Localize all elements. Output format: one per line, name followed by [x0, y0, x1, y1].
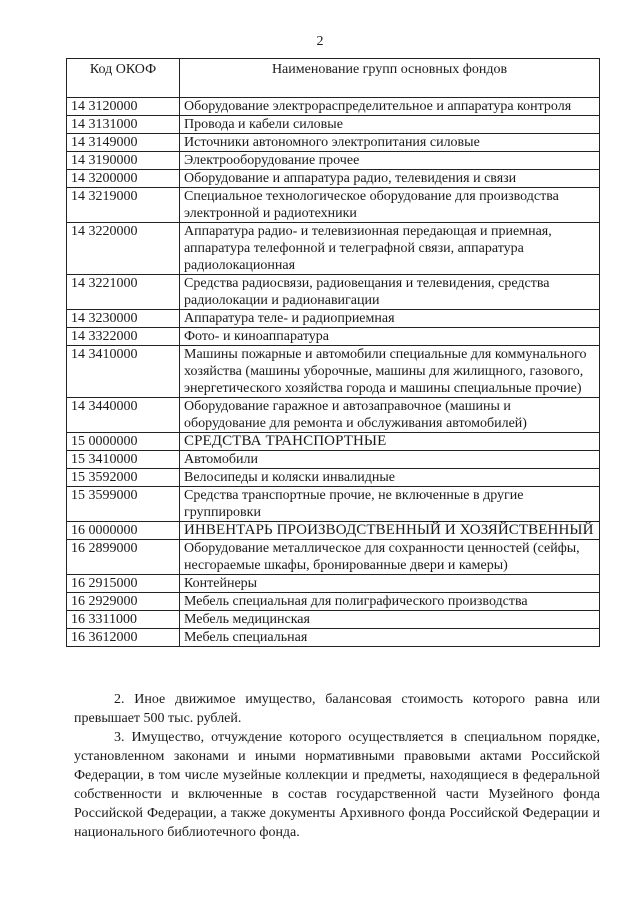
okof-code: 15 3410000 [67, 451, 180, 469]
okof-code: 16 3311000 [67, 611, 180, 629]
group-name: Оборудование гаражное и автозаправочное (машины и оборудование для ремонта и обслуживания автомобилей) [180, 398, 600, 433]
okof-code: 14 3221000 [67, 275, 180, 310]
table-row [67, 328, 600, 346]
group-name: Аппаратура радио- и телевизионная передающая и приемная, аппаратура телефонной и телеграфной связи, аппаратура радиолокационная [180, 223, 600, 275]
okof-code: 16 3612000 [67, 629, 180, 647]
group-name: Машины пожарные и автомобили специальные для коммунального хозяйства (машины уборочные, машины для жилищного, газового, энергетического хозяйства города и машины специальные прочие) [180, 346, 600, 398]
column-header-code: Код ОКОФ [67, 59, 180, 98]
okof-code: 14 3190000 [67, 152, 180, 170]
okof-code: 14 3219000 [67, 188, 180, 223]
group-name: Средства радиосвязи, радиовещания и телевидения, средства радиолокации и радионавигации [180, 275, 600, 310]
group-name: Контейнеры [180, 575, 600, 593]
table-row [67, 611, 600, 629]
table-row [67, 134, 600, 152]
table-row [67, 152, 600, 170]
group-name: Источники автономного электропитания силовые [180, 134, 600, 152]
table-row [67, 433, 600, 451]
okof-code: 15 3592000 [67, 469, 180, 487]
table-row [67, 629, 600, 647]
group-name: Автомобили [180, 451, 600, 469]
table-row [67, 522, 600, 540]
okof-code: 16 2929000 [67, 593, 180, 611]
group-name: Фото- и киноаппаратура [180, 328, 600, 346]
group-name: Мебель медицинская [180, 611, 600, 629]
group-name: ИНВЕНТАРЬ ПРОИЗВОДСТВЕННЫЙ И ХОЗЯЙСТВЕННЫЙ [180, 522, 600, 540]
group-name: Оборудование электрораспределительное и аппаратура контроля [180, 98, 600, 116]
table-row [67, 275, 600, 310]
column-header-name: Наименование групп основных фондов [180, 59, 600, 98]
table-row [67, 346, 600, 398]
okof-code: 14 3200000 [67, 170, 180, 188]
okof-code: 15 0000000 [67, 433, 180, 451]
okof-code: 14 3410000 [67, 346, 180, 398]
group-name: Провода и кабели силовые [180, 116, 600, 134]
table-row [67, 575, 600, 593]
table-row [67, 398, 600, 433]
okof-code: 14 3149000 [67, 134, 180, 152]
group-name: Оборудование металлическое для сохранности ценностей (сейфы, несгораемые шкафы, бронированные двери и камеры) [180, 540, 600, 575]
group-name: Средства транспортные прочие, не включенные в другие группировки [180, 487, 600, 522]
table-row [67, 223, 600, 275]
okof-code: 16 2899000 [67, 540, 180, 575]
group-name: Оборудование и аппаратура радио, телевидения и связи [180, 170, 600, 188]
table-row [67, 487, 600, 522]
table-row [67, 310, 600, 328]
okof-code: 16 0000000 [67, 522, 180, 540]
page-number: 2 [316, 34, 324, 49]
okof-code: 16 2915000 [67, 575, 180, 593]
table-header-row [67, 59, 600, 98]
group-name: Мебель специальная [180, 629, 600, 647]
group-name: Специальное технологическое оборудование для производства электронной и радиотехники [180, 188, 600, 223]
okof-code: 14 3120000 [67, 98, 180, 116]
group-name: Велосипеды и коляски инвалидные [180, 469, 600, 487]
table-row [67, 451, 600, 469]
group-name: СРЕДСТВА ТРАНСПОРТНЫЕ [180, 433, 600, 451]
table-row [67, 170, 600, 188]
table-row [67, 116, 600, 134]
table-row [67, 469, 600, 487]
table-row [67, 593, 600, 611]
paragraph-3: 3. Имущество, отчуждение которого осуществляется в специальном порядке, установленном законами и иными нормативными правовыми актами Российской Федерации, в том числе музейные коллекции и предметы, находящиеся в федеральной собственности и включенные в состав государственной части Музейного фонда Российской Федерации, а также документы Архивного фонда Российской Федерации и национального библиотечного фонда. [74, 730, 600, 840]
okof-code: 14 3230000 [67, 310, 180, 328]
okof-code: 14 3440000 [67, 398, 180, 433]
okof-code: 14 3322000 [67, 328, 180, 346]
okof-code: 14 3131000 [67, 116, 180, 134]
group-name: Электрооборудование прочее [180, 152, 600, 170]
table-row [67, 188, 600, 223]
okof-table [66, 58, 600, 647]
group-name: Аппаратура теле- и радиоприемная [180, 310, 600, 328]
table-row [67, 98, 600, 116]
paragraph-2: 2. Иное движимое имущество, балансовая стоимость которого равна или превышает 500 тыс. рублей. [74, 692, 600, 726]
okof-code: 15 3599000 [67, 487, 180, 522]
okof-code: 14 3220000 [67, 223, 180, 275]
group-name: Мебель специальная для полиграфического производства [180, 593, 600, 611]
table-row [67, 540, 600, 575]
